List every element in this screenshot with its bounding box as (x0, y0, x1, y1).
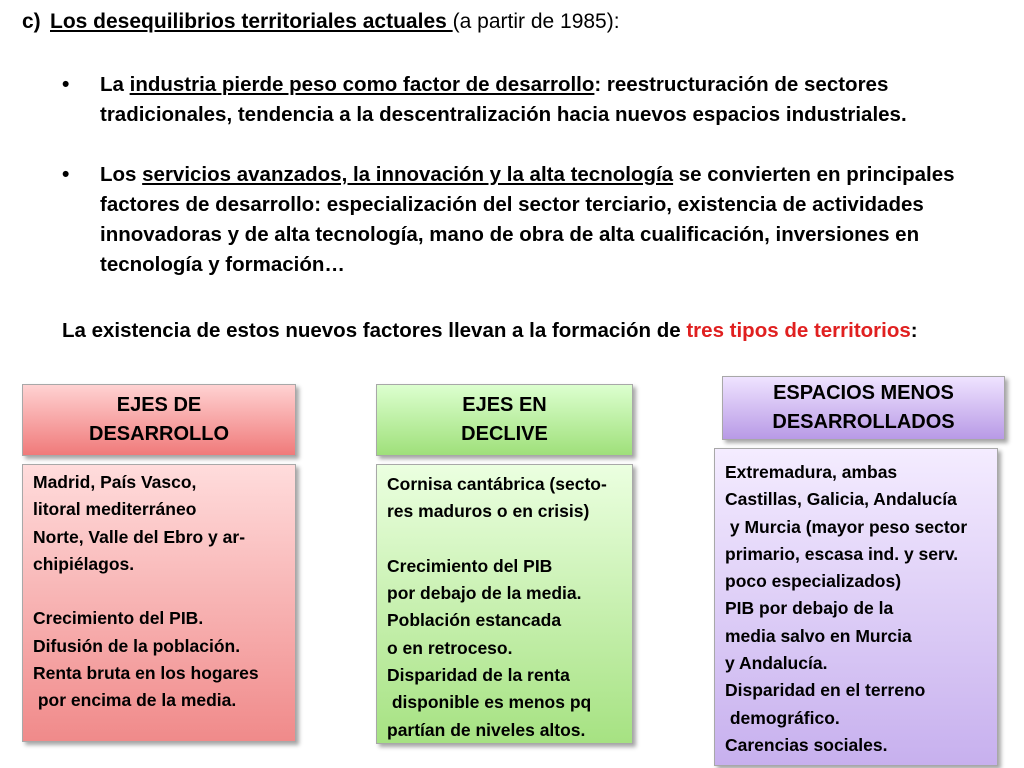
bullet-text-after: se convierten en principales factores de desarrollo: especialización del sector terciario, existencia de actividades innovadoras y de alta tecnología, mano de obra de alta cualificación, inversiones en tecnología y formación… (100, 163, 955, 276)
body-line: Disparidad en el terreno (725, 680, 926, 701)
bullet-text (100, 160, 1010, 280)
header-line: DESARROLLO (89, 423, 229, 445)
development-axes-header (22, 384, 296, 456)
section-heading (22, 8, 620, 36)
section-title: Los desequilibrios territoriales actuales (50, 10, 453, 33)
body-line: res maduros o en crisis) (387, 501, 590, 522)
header-line: EJES EN (462, 394, 547, 416)
bullet-item-industry (62, 70, 1012, 130)
summary-end: : (910, 319, 918, 342)
summary-highlight: tres tipos de territorios (686, 319, 911, 342)
body-line: y Murcia (mayor peso sector (725, 516, 968, 537)
body-line: Población estancada (387, 610, 562, 631)
body-line: PIB por debajo de la (725, 598, 894, 619)
development-axes-body (22, 464, 296, 742)
bullet-symbol: • (62, 73, 70, 96)
bullet-text-underlined: industria pierde peso como factor de desarrollo (129, 73, 595, 96)
body-line: partían de niveles altos. (387, 719, 586, 740)
body-line: media salvo en Murcia (725, 625, 912, 646)
section-letter: c) (22, 10, 41, 33)
bullet-text-underlined: servicios avanzados, la innovación y la alta tecnología (142, 163, 674, 186)
bullet-text-after: : reestructuración de sectores tradicionales, tendencia a la descentralización hacia nuevos espacios industriales. (100, 73, 907, 126)
header-line: DESARROLLADOS (772, 411, 955, 433)
body-line: o en retroceso. (387, 637, 513, 658)
body-line: primario, escasa ind. y serv. (725, 543, 959, 564)
bullet-item-services (62, 160, 1012, 280)
body-line: chipiélagos. (33, 553, 135, 574)
section-period: (a partir de 1985): (452, 10, 620, 33)
body-line: Castillas, Galicia, Andalucía (725, 489, 957, 510)
body-line: demográfico. (725, 707, 840, 728)
body-line: Madrid, País Vasco, (33, 472, 197, 492)
header-line: ESPACIOS MENOS (773, 382, 954, 404)
less-developed-header (722, 376, 1005, 440)
body-line: disponible es menos pq (387, 692, 592, 713)
bullet-symbol: • (62, 163, 70, 186)
body-line (387, 526, 624, 553)
body-line: Difusión de la población. (33, 635, 241, 656)
body-line: Disparidad de la renta (387, 665, 570, 686)
body-line: Norte, Valle del Ebro y ar- (33, 526, 246, 547)
body-line: por encima de la media. (33, 690, 237, 711)
body-line: Carencias sociales. (725, 734, 888, 755)
body-line: y Andalucía. (725, 653, 828, 674)
body-line: Cornisa cantábrica (secto- (387, 474, 607, 494)
bullet-text (100, 70, 1010, 130)
declining-axes-body (376, 464, 633, 744)
bullet-list (62, 70, 1012, 310)
summary-text: La existencia de estos nuevos factores llevan a la formación de (62, 319, 687, 342)
header-line: EJES DE (116, 394, 202, 416)
header-line: DECLIVE (461, 423, 548, 445)
body-line: Crecimiento del PIB. (33, 608, 204, 629)
less-developed-body (714, 448, 998, 766)
summary-sentence (62, 316, 1012, 346)
declining-axes-header (376, 384, 633, 456)
bullet-text-before: Los (100, 163, 143, 186)
body-line: por debajo de la media. (387, 583, 582, 604)
bullet-text-before: La (100, 73, 130, 96)
body-line: Extremadura, ambas (725, 462, 898, 482)
body-line: Renta bruta en los hogares (33, 663, 259, 684)
body-line: litoral mediterráneo (33, 499, 197, 520)
body-line: poco especializados) (725, 571, 902, 592)
body-line: Crecimiento del PIB (387, 555, 553, 576)
body-line (33, 578, 287, 605)
